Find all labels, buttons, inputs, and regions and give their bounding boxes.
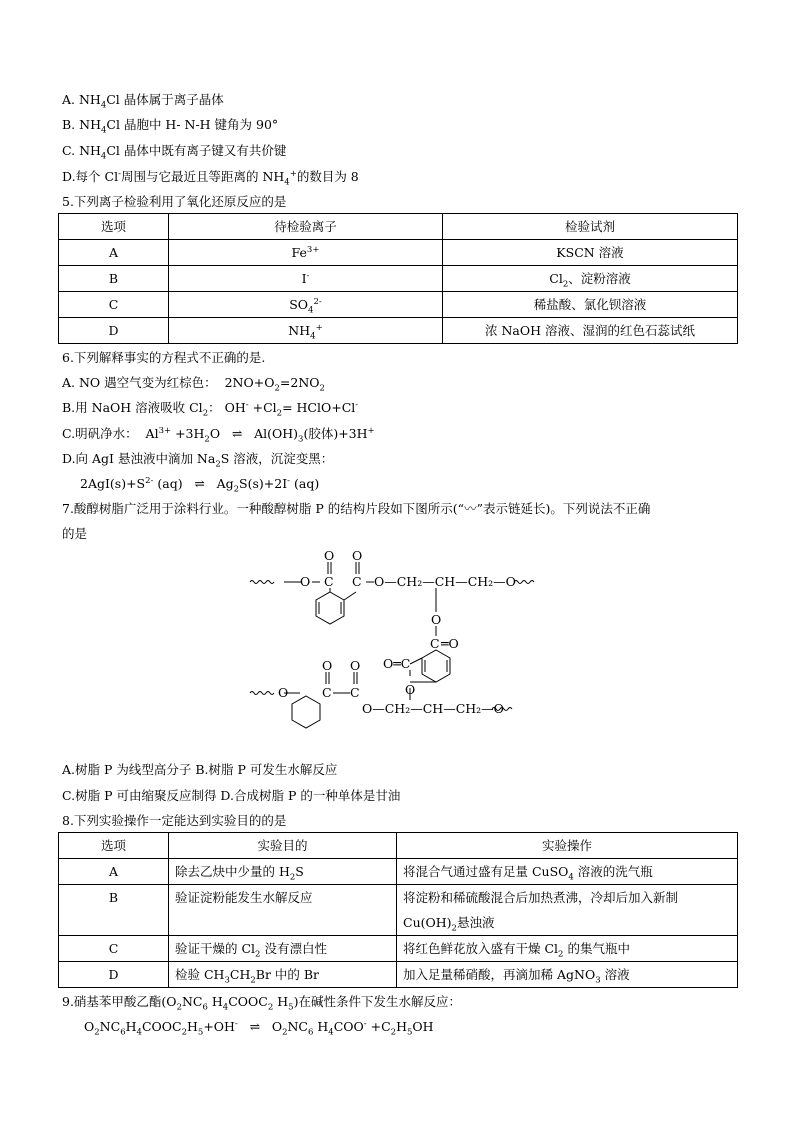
table-header-row [59,214,738,240]
table-row: D $NH_4^+$ 浓 NaOH 溶液、湿润的红色石蕊试纸 [59,318,738,344]
q5-stem: 5.下列离子检验利用了氧化还原反应的是 [62,194,287,209]
q4-option-c: C. $NH_4Cl$ 晶体中既有离子键又有共价键 [62,143,287,162]
q7-options-ab: A.树脂 P 为线型高分子 B.树脂 P 可发生水解反应 [62,762,338,777]
equilibrium-arrow: ⇌ [231,426,243,441]
table-header: 实验目的 [169,833,397,859]
table-row: A $Fe^{3+}$ KSCN 溶液 [59,240,738,266]
table-header: 待检验离子 [169,214,443,240]
q6-option-d: D.向 AgI 悬浊液中滴加 $Na_2S$ 溶液，沉淀变黑： [62,451,334,470]
table-header: 检验试剂 [443,214,738,240]
q6-stem: 6.下列解释事实的方程式不正确的是. [62,350,266,365]
q4-option-b: B. $NH_4Cl$ 晶胞中 H- N-H 键角为 90° [62,117,279,136]
struct-atom: ═O [441,636,459,651]
struct-atom: O [278,685,289,700]
struct-atom: O═C [383,656,411,671]
table-row: C 验证干燥的 $Cl_2$ 没有漂白性 将红色鲜花放入盛有干燥 $Cl_2$ 的集气瓶中 [59,936,738,962]
struct-atom: O [324,548,335,563]
q9-stem: 9.硝基苯甲酸乙酯($O_2NC_6$ $H_4COOC_2$ $H_5$)在碱性条件下发生水解反应： [62,994,461,1013]
struct-atom: C [322,685,332,700]
table-row: C $SO_4^{2-}$ 稀盐酸、氯化钡溶液 [59,292,738,318]
resin-structure-diagram [240,548,540,730]
table-row: D 检验 $CH_3CH_2Br$ 中的 Br 加入足量稀硝酸，再滴加稀 AgNO$_3$ 溶液 [59,962,738,988]
struct-atom: C [430,636,440,651]
q7-stem-line1: 7.酸醇树脂广泛用于涂料行业。一种酸醇树脂 P 的结构片段如下图所示(“〰”表示链延长)。下列说法不正确 [62,501,651,516]
table-row: B 验证淀粉能发生水解反应 将淀粉和稀硫酸混合后加热煮沸，冷却后加入新制 $Cu(OH)_2$悬浊液 [59,885,738,936]
q9-equation: $O_2NC_6H_4COOC_2H_5+OH^-$ ⇌ $O_2NC_6$ $H_4COO^- +C_2H_5OH$ [84,1018,434,1038]
equilibrium-arrow: ⇌ [249,1019,261,1034]
struct-atom: C [350,685,360,700]
table-header-row [59,833,738,859]
table-row: A 除去乙炔中少量的 $H_2S$ 将混合气通过盛有足量 CuSO$_4$ 溶液的洗气瓶 [59,859,738,885]
struct-atom: O [352,548,363,563]
struct-atom: C [324,574,334,589]
q6-option-d-equation: $2AgI(s)+S^{2-}$ (aq) ⇌ $Ag_2S(s)+2I^-$ (aq) [80,475,320,495]
q6-option-a: A. NO 遇空气变为红棕色： $2NO+O_2=2NO_2$ [62,375,325,394]
equilibrium-arrow: ⇌ [194,476,205,491]
q4-option-a: A. $NH_4Cl$ 晶体属于离子晶体 [62,92,224,111]
struct-atom: O [405,682,416,697]
struct-chain: O—CH₂—CH—CH₂—O [362,701,504,716]
q6-option-b: B.用 NaOH 溶液吸收 $Cl_2$： $OH^- +Cl_2=$ HClO+Cl- [62,399,359,419]
table-row: B I- $Cl_2$、淀粉溶液 [59,266,738,292]
struct-atom: O [300,574,311,589]
struct-atom: C [352,574,362,589]
table-header: 实验操作 [397,833,738,859]
struct-atom: O [350,658,361,673]
q8-stem: 8.下列实验操作一定能达到实验目的的是 [62,813,287,828]
q8-table [58,832,738,988]
q6-option-c: C.明矾净水： $Al^{3+} +3H_2O$ ⇌ $Al(OH)_3$(胶体)+3H+ [62,425,375,445]
wavy-bond-icon: 〰 [464,501,477,516]
q7-options-cd: C.树脂 P 可由缩聚反应制得 D.合成树脂 P 的一种单体是甘油 [62,788,401,803]
q5-table [58,213,738,344]
table-header: 选项 [59,833,169,859]
struct-chain: O—CH₂—CH—CH₂—O [374,574,516,589]
struct-atom: O [322,658,333,673]
table-header: 选项 [59,214,169,240]
q4-option-d: D.每个 Cl-周围与它最近且等距离的 $NH_4^+$的数目为 8 [62,168,359,188]
struct-atom: O [431,612,442,627]
q7-stem-line2: 的是 [62,526,88,541]
